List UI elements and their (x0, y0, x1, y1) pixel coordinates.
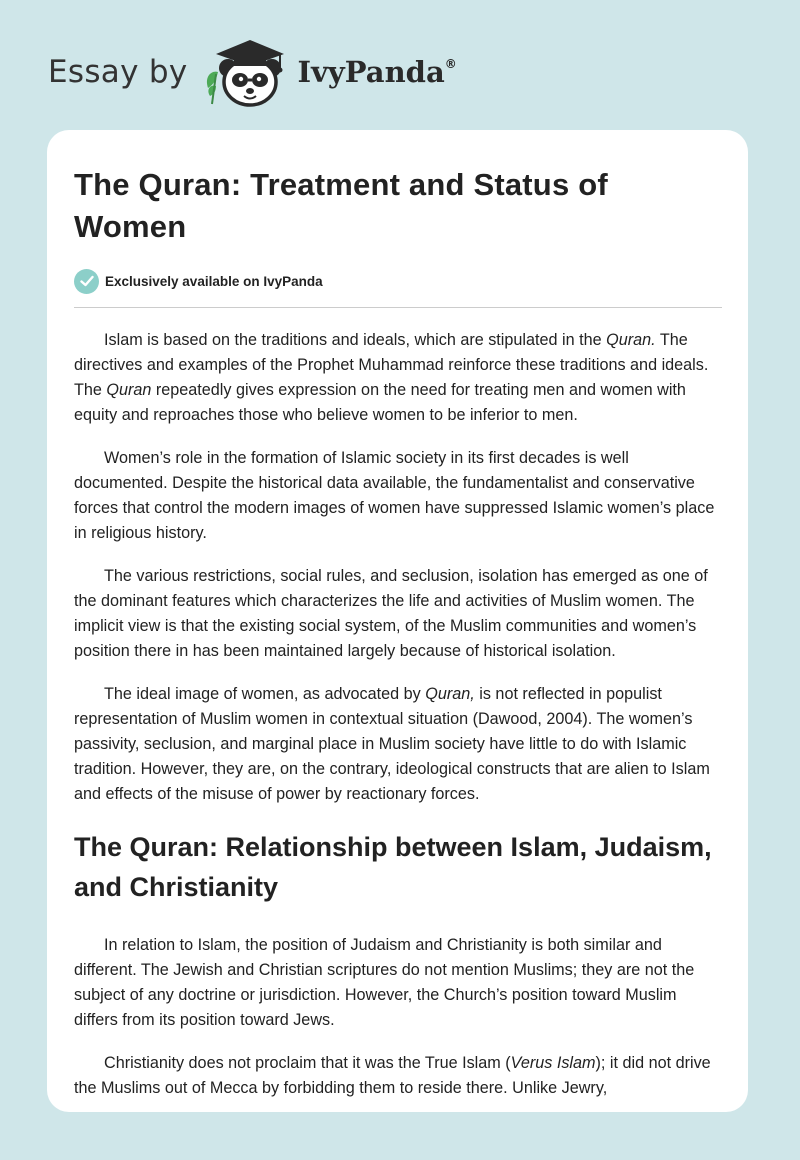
registered-mark: ® (444, 57, 457, 71)
divider (74, 307, 722, 308)
essay-by-label: Essay by (48, 54, 188, 90)
ivypanda-logo-icon[interactable] (202, 36, 292, 108)
essay-card (47, 130, 748, 1112)
exclusive-badge-label: Exclusively available on IvyPanda (105, 273, 323, 289)
check-icon (74, 269, 99, 294)
paragraph-1: Islam is based on the traditions and ideals, which are stipulated in the Quran. The directives and examples of the Prophet Muhammad reinforce these traditions and ideals. The Quran repeatedly gives expression on the need for treating men and women with equity and reproaches those who believe women to be inferior to men. (74, 331, 709, 424)
section-heading: The Quran: Relationship between Islam, Judaism, and Christianity (74, 832, 712, 902)
exclusive-badge (74, 268, 722, 294)
brand-name[interactable]: IvyPanda® (297, 55, 457, 89)
site-header (48, 36, 457, 108)
paragraph-5: In relation to Islam, the position of Judaism and Christianity is both similar and different. The Jewish and Christian scriptures do not mention Muslims; they are not the subject of any doctrine or jurisdiction. However, the Church’s position toward Muslim differs from its position toward Jews. (74, 936, 695, 1029)
page-title: The Quran: Treatment and Status of Women (74, 167, 608, 244)
paragraph-2: Women’s role in the formation of Islamic society in its first decades is well documented. Despite the historical data available, the fundamentalist and conservative forces that control the modern images of women have suppressed Islamic women’s place in religious history. (74, 449, 715, 542)
paragraph-3: The various restrictions, social rules, and seclusion, isolation has emerged as one of the dominant features which characterizes the life and activities of Muslim women. The implicit view is that the existing social system, of the Muslim communities and women’s position there in has been maintained largely because of historical isolation. (74, 567, 708, 660)
paragraph-4: The ideal image of women, as advocated by Quran, is not reflected in populist representation of Muslim women in contextual situation (Dawood, 2004). The women’s passivity, seclusion, and marginal place in Muslim society have little to do with Islamic tradition. However, they are, on the contrary, ideological constructs that are alien to Islam and effects of the misuse of power by reactionary forces. (74, 685, 710, 803)
paragraph-6: Christianity does not proclaim that it was the True Islam (Verus Islam); it did not drive the Muslims out of Mecca by forbidding them to reside there. Unlike Jewry, (74, 1054, 711, 1097)
